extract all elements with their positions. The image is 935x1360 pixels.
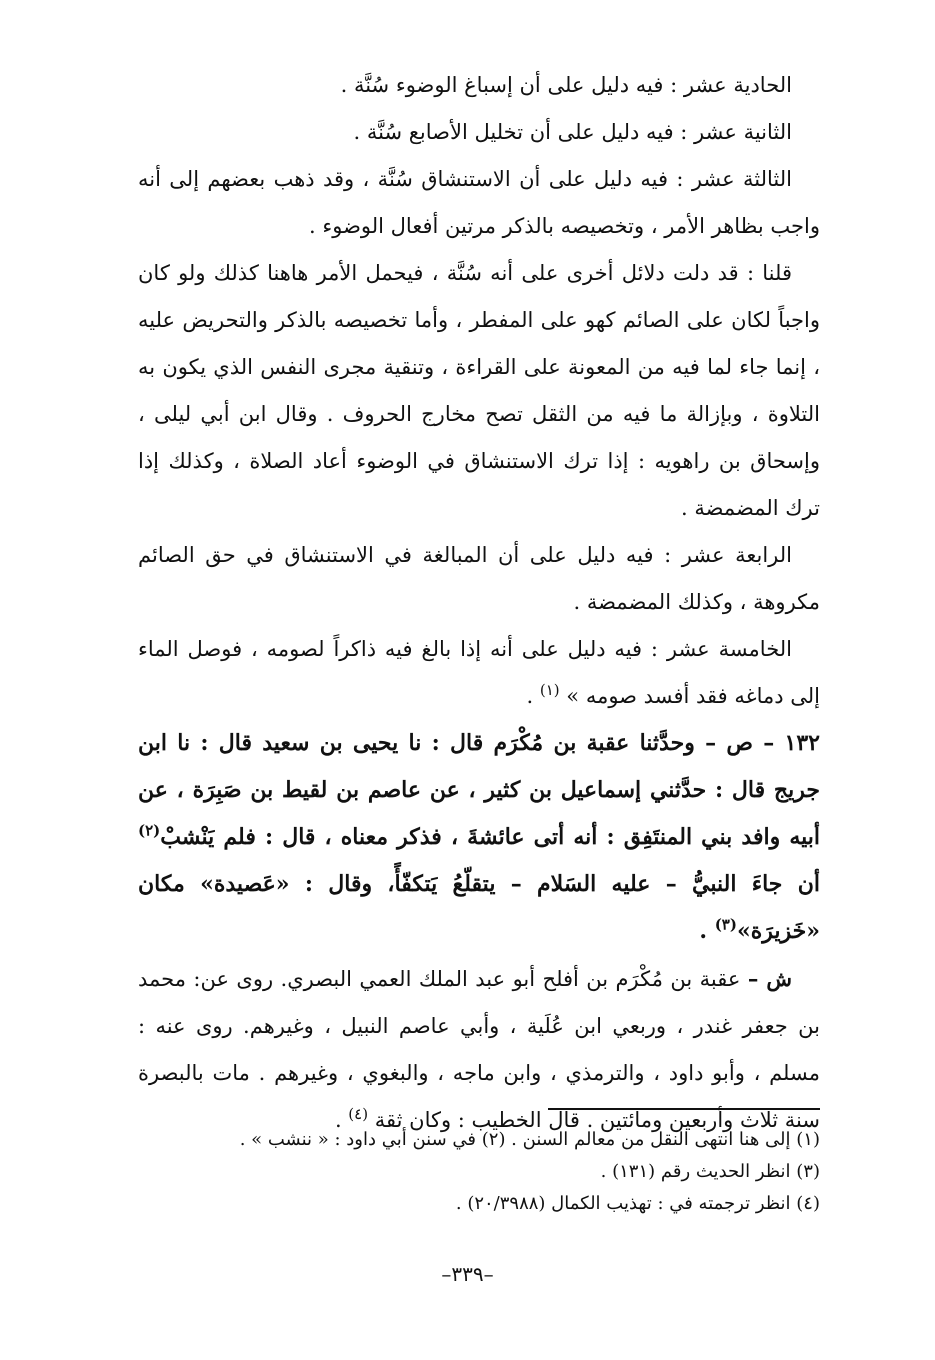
footnote-divider (548, 1108, 820, 1110)
hadith-paragraph (138, 720, 820, 955)
hadith-text-part3: . (699, 918, 715, 944)
footnote-marker-4: (٤) (348, 1105, 369, 1123)
sharh-lead: ش – (747, 966, 792, 991)
paragraph-eleventh: الحادية عشر : فيه دليل على أن إسباغ الوضوء سُنَّة . (340, 73, 792, 97)
page-number: –٣٣٩– (441, 1262, 494, 1286)
paragraph-fifteenth (138, 626, 820, 720)
main-text (138, 62, 820, 1144)
footnote-line-2: (٣) انظر الحديث رقم (١٣١) . (600, 1161, 820, 1182)
paragraph-fifteenth-end: . (526, 684, 540, 708)
footnote-marker-2: (٢) (138, 821, 161, 840)
footnote-marker-1: (١) (539, 681, 560, 699)
paragraph-qulna: قلنا : قد دلت دلائل أخرى على أنه سُنَّة ، فيحمل الأمر هاهنا كذلك ولو كان واجباً لكان على الصائم كهو على المفطر ، وأما تخصيصه بالذكر والتحريض عليه ، إنما جاء لما فيه من المعونة على القراءة ، وتنقية مجرى النفس الذي يكون به التلاوة ، وبإزالة ما فيه من الثقل تصح مخارج الحروف . وقال ابن أبي ليلى ، وإسحاق بن راهويه : إذا ترك الاستنشاق في الوضوء أعاد الصلاة ، وكذلك إذا ترك المضمضة . (138, 261, 820, 520)
paragraph-fourteenth: الرابعة عشر : فيه دليل على أن المبالغة في الاستنشاق في حق الصائم مكروهة ، وكذلك المضمضة . (138, 543, 820, 614)
footnote-line-1: (١) إلى هنا انتهى النقل من معالم السنن . (٢) في سنن أبي داود : « ننشب » . (239, 1129, 820, 1150)
paragraph-twelfth: الثانية عشر : فيه دليل على أن تخليل الأصابع سُنَّة . (353, 120, 792, 144)
footnotes-section (138, 1108, 820, 1220)
footnote-line-3: (٤) انظر ترجمته في : تهذيب الكمال (٢٠/٣٩٨٨) . (455, 1193, 820, 1214)
hadith-text-part2: أن جاءَ النبيُّ – عليه السَلام – يتقلّعُ يَتكفّأً، وقال : «عَصيدة» مكان «خَزيرَة» (138, 871, 820, 944)
paragraph-fifteenth-text: الخامسة عشر : فيه دليل على أنه إذا بالغ فيه ذاكراً لصومه ، فوصل الماء إلى دماغه فقد أفسد صومه » (138, 637, 820, 708)
sharh-end: . (334, 1108, 349, 1132)
sharh-text: عقبة بن مُكْرَم بن أفلح أبو عبد الملك العمي البصري. روى عن: محمد بن جعفر غندر ، وربعي ابن عُلَية ، وأبي عاصم النبيل ، وغيرهم. روى عنه : مسلم ، وأبو داود ، والترمذي ، وابن ماجه ، والبغوي ، وغيرهم . مات بالبصرة سنة ثلاث وأربعين ومائتين . قال الخطيب : وكان ثقة (138, 967, 820, 1132)
footnote-marker-3: (٣) (714, 915, 737, 934)
paragraph-thirteenth: الثالثة عشر : فيه دليل على أن الاستنشاق سُنَّة ، وقد ذهب بعضهم إلى أنه واجب بظاهر الأمر ، وتخصيصه بالذكر مرتين أفعال الوضوء . (138, 167, 820, 238)
hadith-text-part1: ١٣٢ – ص – وحدَّثنا عقبة بن مُكْرَم قال : نا يحيى بن سعيد قال : نا ابن جريج قال : حدَّثني إسماعيل بن كثير ، عن عاصم بن لقيط بن صَبِرَة ، عن أبيه وافد بني المنتَفِق : أنه أتى عائشةَ ، فذكر معناه ، قال : فلم يَنْشبْ (138, 730, 820, 850)
